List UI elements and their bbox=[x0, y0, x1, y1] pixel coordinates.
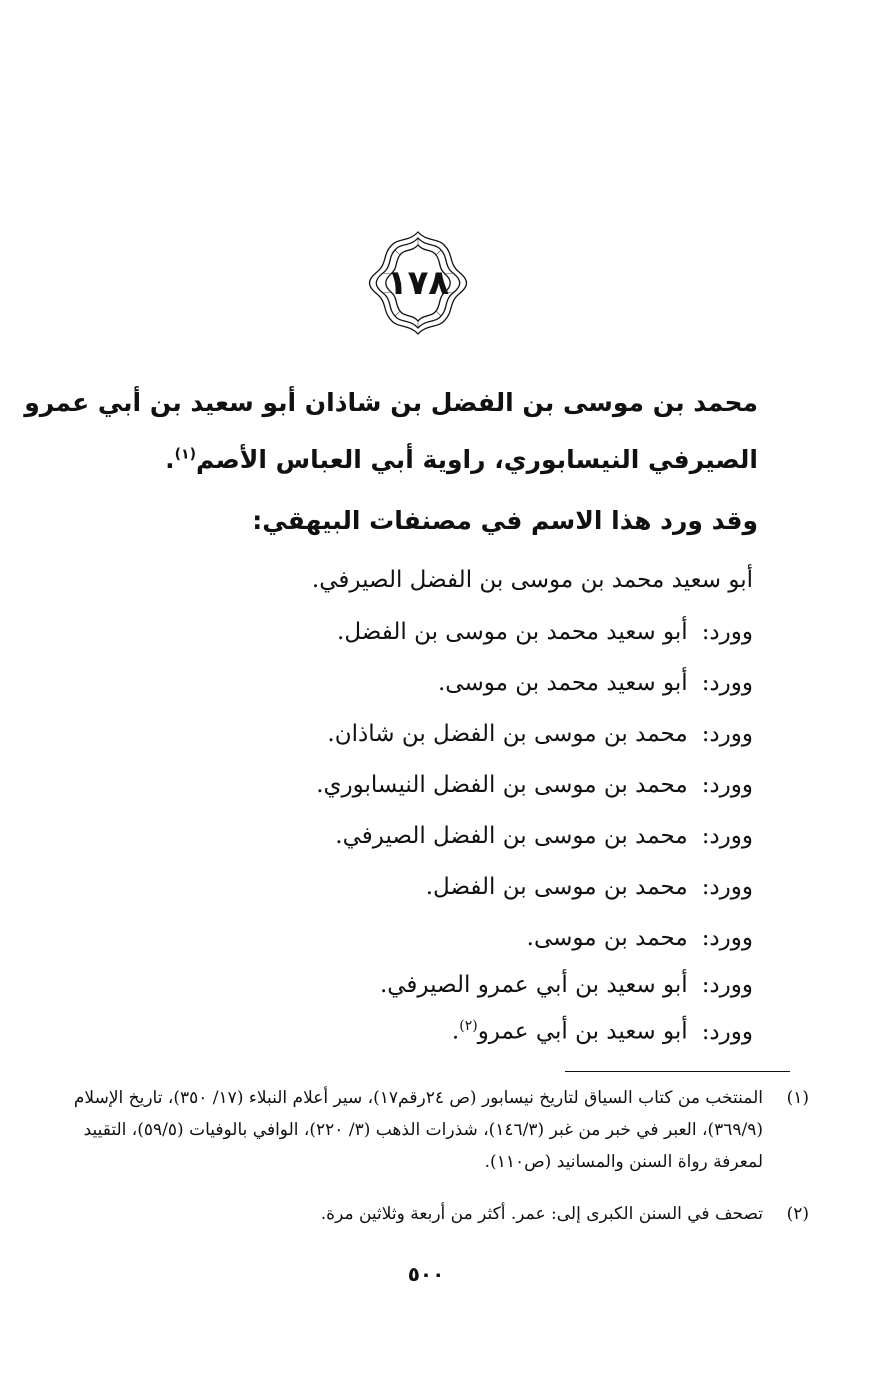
heading-line-3: وقد ورد هذا الاسم في مصنفات البيهقي: bbox=[252, 506, 758, 535]
variant-text: محمد بن موسى بن الفضل الصيرفي. bbox=[335, 823, 688, 849]
variant-text: محمد بن موسى بن الفضل النيسابوري. bbox=[316, 772, 688, 798]
footnote-mark: (٢) bbox=[786, 1204, 809, 1224]
name-variant-2 bbox=[438, 670, 753, 696]
heading-line-2-text: الصيرفي النيسابوري، راوية أبي العباس الأصم bbox=[196, 445, 758, 474]
variant-text: أبو سعيد محمد بن موسى. bbox=[437, 670, 688, 696]
heading-line-2-end: . bbox=[165, 445, 175, 474]
heading-line-2 bbox=[98, 445, 758, 474]
variant-text: أبو سعيد محمد بن موسى بن الفضل. bbox=[337, 619, 688, 645]
page-number: ٥٠٠ bbox=[407, 1262, 445, 1286]
variant-end: . bbox=[451, 1018, 460, 1045]
footnote-ref-1: (١) bbox=[174, 446, 196, 463]
variant-text: محمد بن موسى بن الفضل. bbox=[425, 874, 688, 900]
variant-label: وورد: bbox=[701, 721, 753, 747]
variant-label: وورد: bbox=[701, 772, 753, 798]
name-variant-9 bbox=[452, 1018, 753, 1045]
variant-label: وورد: bbox=[701, 972, 753, 998]
variant-text: أبو سعيد بن أبي عمرو bbox=[477, 1018, 688, 1045]
variant-text: أبو سعيد بن أبي عمرو الصيرفي. bbox=[379, 972, 688, 998]
entry-number: ١٧٨ bbox=[386, 263, 450, 303]
name-variant-5 bbox=[335, 823, 753, 849]
footnote-mark: (١) bbox=[786, 1088, 809, 1108]
footnote-ref-2: (٢) bbox=[459, 1018, 478, 1034]
name-variant-6 bbox=[426, 874, 753, 900]
variant-label: وورد: bbox=[701, 874, 753, 900]
name-variant-1 bbox=[337, 619, 753, 645]
name-variant-7 bbox=[527, 925, 753, 951]
variant-text: محمد بن موسى. bbox=[526, 925, 688, 951]
name-variant-3 bbox=[327, 721, 753, 747]
name-variant-4 bbox=[316, 772, 753, 798]
variant-label: وورد: bbox=[701, 619, 753, 645]
variant-label: وورد: bbox=[701, 670, 753, 696]
footnote-divider bbox=[565, 1071, 790, 1072]
variant-label: وورد: bbox=[701, 823, 753, 849]
variant-label: وورد: bbox=[701, 1018, 753, 1045]
footnote-text: تصحف في السنن الكبرى إلى: عمر. أكثر من أربعة وثلاثين مرة. bbox=[320, 1204, 763, 1224]
footnote-2 bbox=[39, 1198, 809, 1230]
footnote-text: المنتخب من كتاب السياق لتاريخ نيسابور (ص ٢٤رقم١٧)، سير أعلام النبلاء (١٧/ ٣٥٠)، تاريخ الإسلام (٣٦٩/٩)، العبر في خبر من غبر (١٤٦/٣)، شذرات الذهب (٣/ ٢٢٠)، الوافي بالوفيات (٥٩/٥)، التقييد لمعرفة رواة السنن والمسانيد (ص١١٠). bbox=[73, 1088, 763, 1172]
name-first: أبو سعيد محمد بن موسى بن الفضل الصيرفي. bbox=[311, 567, 753, 593]
heading-line-1: محمد بن موسى بن الفضل بن شاذان أبو سعيد بن أبي عمرو bbox=[24, 388, 758, 417]
variant-label: وورد: bbox=[701, 925, 753, 951]
footnote-1 bbox=[39, 1082, 809, 1178]
variant-text: محمد بن موسى بن الفضل بن شاذان. bbox=[327, 721, 688, 747]
name-variant-8 bbox=[380, 972, 753, 998]
